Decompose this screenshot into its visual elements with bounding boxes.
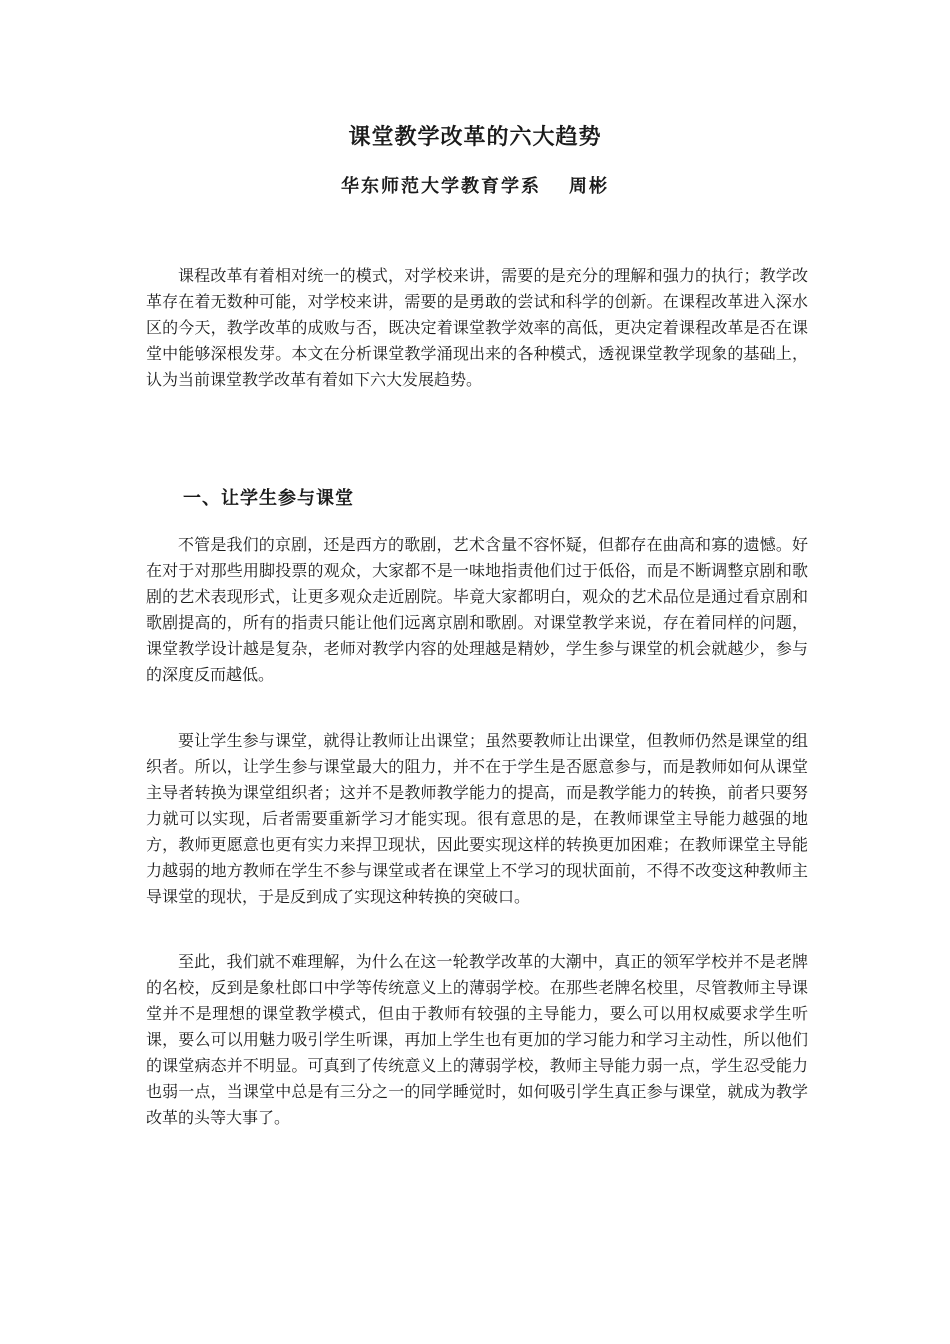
body-paragraph: 要让学生参与课堂，就得让教师让出课堂；虽然要教师让出课堂，但教师仍然是课堂的组织者。所以，让学生参与课堂最大的阻力，并不在于学生是否愿意参与，而是教师如何从课堂主导者转换为课堂组织者；这并不是教师教学能力的提高，而是教学能力的转换，前者只要努力就可以实现，后者需要重新学习才能实现。很有意思的是，在教师课堂主导能力越强的地方，教师更愿意也更有实力来捍卫现状，因此要实现这样的转换更加困难；在教师课堂主导能力越弱的地方教师在学生不参与课堂或者在课堂上不学习的现状面前，不得不改变这种教师主导课堂的现状，于是反到成了实现这种转换的突破口。 xyxy=(146,731,808,906)
author-name: 周彬 xyxy=(569,176,609,197)
author-affiliation: 华东师范大学教育学系 xyxy=(341,176,541,197)
body-paragraph: 至此，我们就不难理解，为什么在这一轮教学改革的大潮中，真正的领军学校并不是老牌的名校，反到是象杜郎口中学等传统意义上的薄弱学校。在那些老牌名校里，尽管教师主导课堂并不是理想的课堂教学模式，但由于教师有较强的主导能力，要么可以用权威要求学生听课，要么可以用魅力吸引学生听课，再加上学生也有更加的学习能力和学习主动性，所以他们的课堂病态并不明显。可真到了传统意义上的薄弱学校，教师主导能力弱一点，学生忍受能力也弱一点，当课堂中总是有三分之一的同学睡觉时，如何吸引学生真正参与课堂，就成为教学改革的头等大事了。 xyxy=(146,952,808,1127)
abstract-paragraph: 课程改革有着相对统一的模式，对学校来讲，需要的是充分的理解和强力的执行；教学改革存在着无数种可能，对学校来讲，需要的是勇敢的尝试和科学的创新。在课程改革进入深水区的今天，教学改革的成败与否，既决定着课堂教学效率的高低，更决定着课程改革是否在课堂中能够深根发芽。本文在分析课堂教学涌现出来的各种模式，透视课堂教学现象的基础上，认为当前课堂教学改革有着如下六大发展趋势。 xyxy=(146,266,808,389)
body-paragraph: 不管是我们的京剧，还是西方的歌剧，艺术含量不容怀疑，但都存在曲高和寡的遗憾。好在对于对那些用脚投票的观众，大家都不是一味地指责他们过于低俗，而是不断调整京剧和歌剧的艺术表现形式，让更多观众走近剧院。毕竟大家都明白，观众的艺术品位是通过看京剧和歌剧提高的，所有的指责只能让他们远离京剧和歌剧。对课堂教学来说，存在着同样的问题，课堂教学设计越是复杂，老师对教学内容的处理越是精妙，学生参与课堂的机会就越少，参与的深度反而越低。 xyxy=(146,535,808,684)
document-title: 课堂教学改革的六大趋势 xyxy=(348,125,602,150)
section-heading: 一、让学生参与课堂 xyxy=(183,488,354,509)
author-line xyxy=(0,172,950,198)
